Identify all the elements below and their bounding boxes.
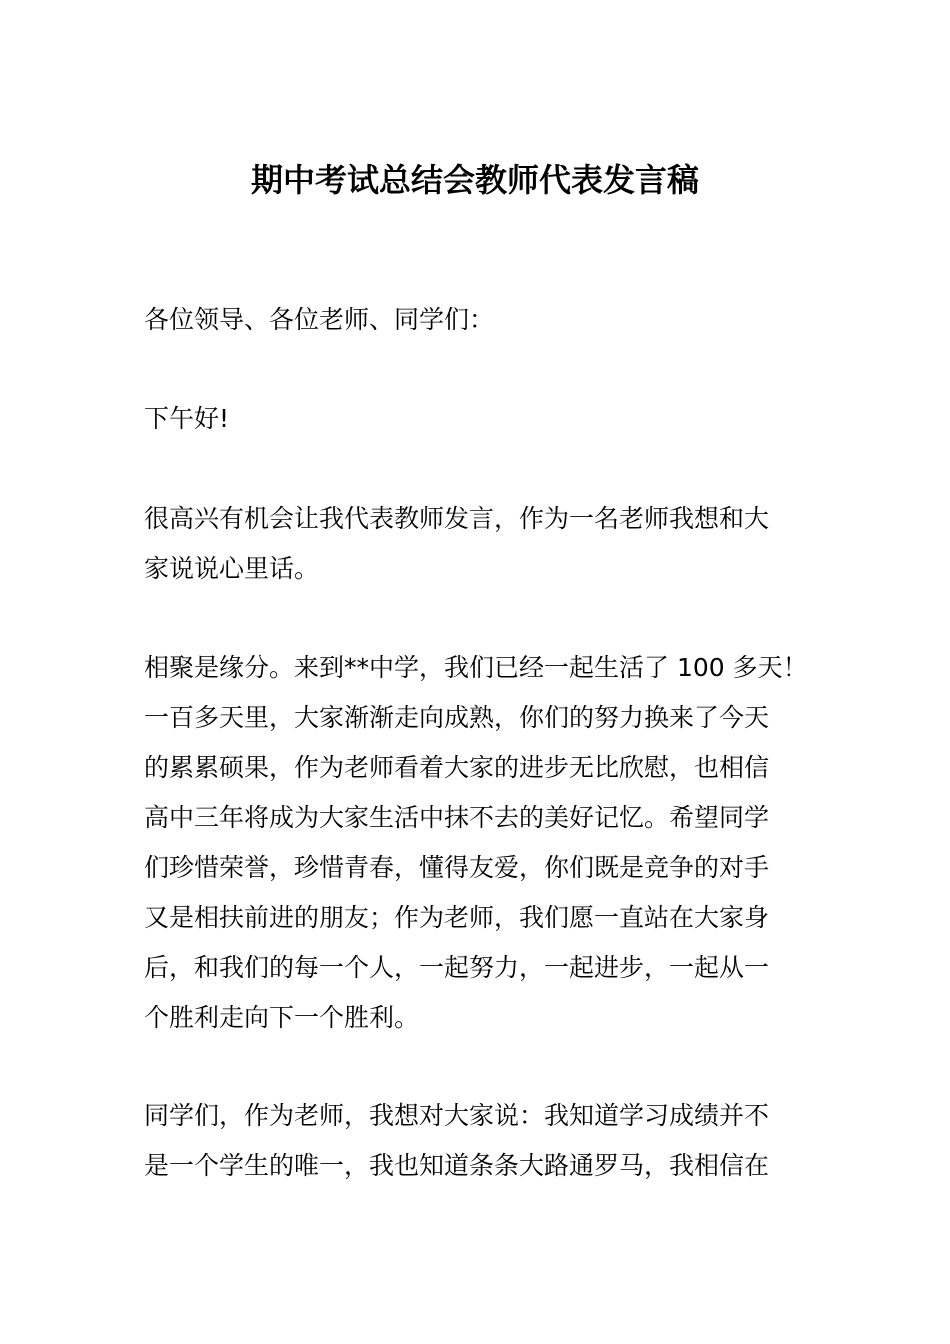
paragraph-line: 同学们，作为老师，我想对大家说：我知道学习成绩并不 xyxy=(144,1101,770,1130)
paragraph-line: 相聚是缘分。来到**中学，我们已经一起生活了 100 多天！ xyxy=(144,653,808,682)
document-title: 期中考试总结会教师代表发言稿 xyxy=(250,161,699,199)
paragraph-line: 们珍惜荣誉，珍惜青春，懂得友爱，你们既是竞争的对手 xyxy=(144,853,770,882)
paragraph-line: 是一个学生的唯一，我也知道条条大路通罗马，我相信在 xyxy=(144,1151,770,1180)
paragraph-line: 后，和我们的每一个人，一起努力，一起进步，一起从一 xyxy=(144,953,770,982)
paragraph-line: 个胜利走向下一个胜利。 xyxy=(144,1003,420,1032)
paragraph-line: 一百多天里，大家渐渐走向成熟，你们的努力换来了今天 xyxy=(144,703,770,732)
paragraph-line: 又是相扶前进的朋友；作为老师，我们愿一直站在大家身 xyxy=(144,903,770,932)
paragraph-line: 很高兴有机会让我代表教师发言，作为一名老师我想和大 xyxy=(144,504,770,533)
paragraph-line: 各位领导、各位老师、同学们： xyxy=(144,305,495,334)
paragraph-line: 的累累硕果，作为老师看着大家的进步无比欣慰，也相信 xyxy=(144,753,770,782)
paragraph-line: 家说说心里话。 xyxy=(144,554,320,583)
paragraph-line: 下午好! xyxy=(144,404,230,433)
paragraph-greeting xyxy=(144,295,808,345)
paragraph-line: 高中三年将成为大家生活中抹不去的美好记忆。希望同学 xyxy=(144,803,770,832)
paragraph-message xyxy=(144,1091,808,1191)
paragraph-good-afternoon xyxy=(144,394,808,444)
paragraph-intro xyxy=(144,494,808,594)
paragraph-reunion xyxy=(144,643,808,1043)
